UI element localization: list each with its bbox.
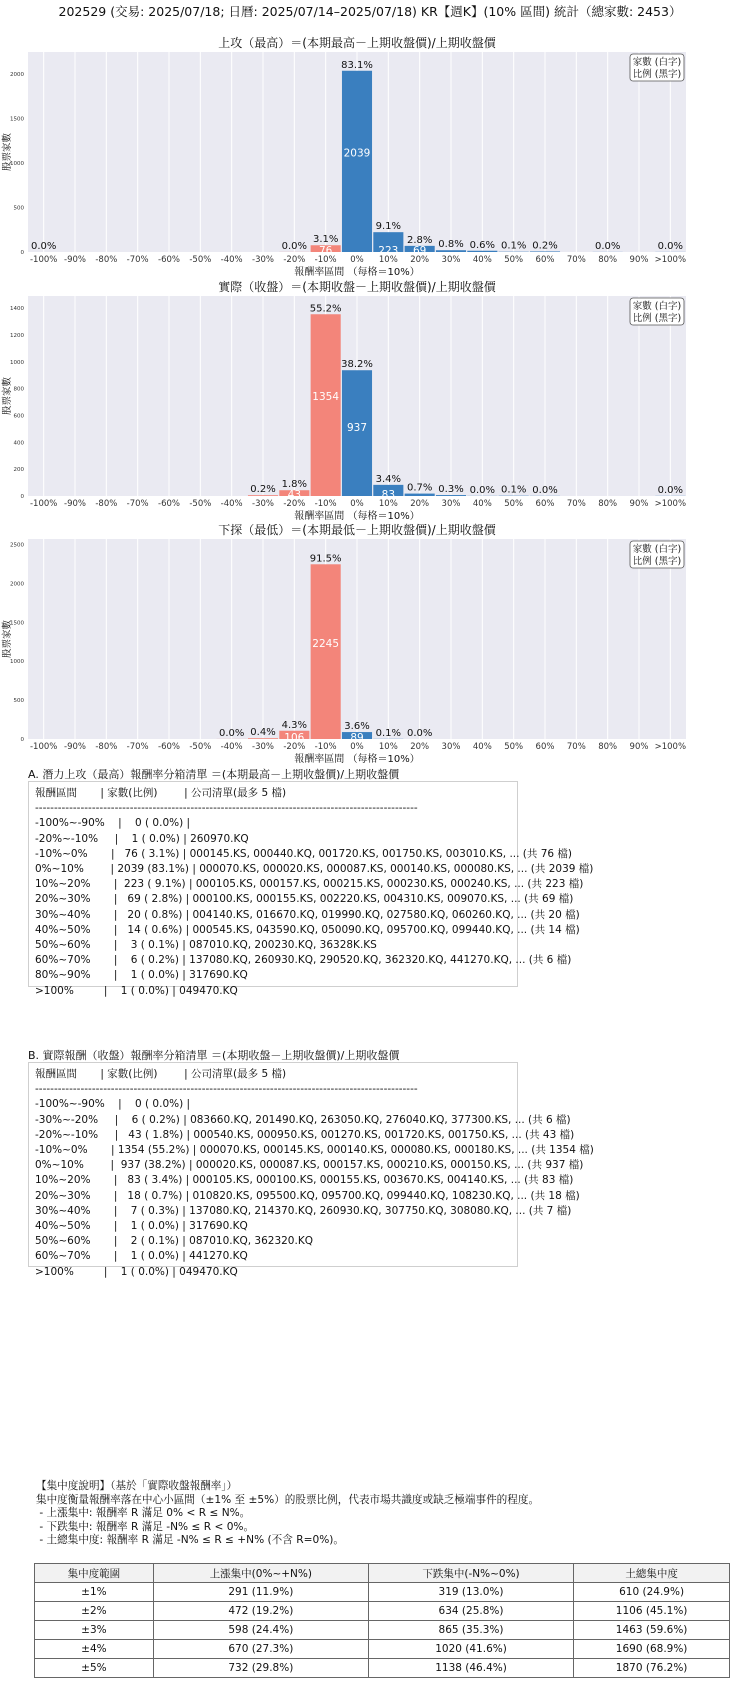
table-cell: 732 (29.8%) xyxy=(153,1659,368,1678)
panel-a xyxy=(28,781,594,997)
y-tick-label: 1500 xyxy=(10,116,24,123)
legend-line: 家數 (白字) xyxy=(632,544,682,555)
bar-pct-label: 0.0% xyxy=(218,727,245,739)
table-cell: 598 (24.4%) xyxy=(153,1621,368,1640)
x-tick-label: -10% xyxy=(314,742,337,752)
table-cell: 472 (19.2%) xyxy=(153,1602,368,1621)
legend-line: 比例 (黑字) xyxy=(632,313,682,324)
x-tick-label: 70% xyxy=(566,255,586,265)
x-tick-label: -20% xyxy=(283,499,306,509)
x-tick-label: >100% xyxy=(654,255,687,265)
table-cell: ±2% xyxy=(35,1602,154,1621)
bar xyxy=(311,314,341,496)
bar xyxy=(311,564,341,739)
table-cell: 610 (24.9%) xyxy=(574,1583,730,1602)
panel-b xyxy=(28,1062,594,1278)
x-tick-label: -50% xyxy=(189,255,212,265)
table-cell: 1870 (76.2%) xyxy=(574,1659,730,1678)
bar-pct-label: 83.1% xyxy=(341,59,373,71)
y-axis-label: 股票家數 xyxy=(2,132,13,172)
table-cell: 865 (35.3%) xyxy=(368,1621,573,1640)
x-tick-label: 0% xyxy=(350,742,364,752)
chart-svg xyxy=(0,280,740,524)
y-tick-label: 2000 xyxy=(10,581,24,588)
bar xyxy=(248,738,278,739)
x-tick-label: 20% xyxy=(410,742,430,752)
bar-pct-label: 0.3% xyxy=(438,484,464,496)
bar-pct-label: 0.8% xyxy=(438,239,464,251)
x-tick-label: 70% xyxy=(566,499,586,509)
bar-pct-label: 4.3% xyxy=(281,719,308,731)
x-tick-label: -70% xyxy=(126,255,149,265)
bar-count-label: 89 xyxy=(350,732,364,744)
bar-pct-label: 0.1% xyxy=(500,240,527,252)
note-line: 【集中度說明】（基於「實際收盤報酬率」） xyxy=(36,1480,238,1492)
x-tick-label: 90% xyxy=(629,742,649,752)
table-row xyxy=(35,1602,730,1621)
y-tick-label: 0 xyxy=(20,494,24,500)
y-tick-label: 200 xyxy=(13,467,24,474)
x-tick-label: -30% xyxy=(252,742,274,752)
x-tick-label: -90% xyxy=(64,499,86,509)
bar-pct-label: 2.8% xyxy=(406,234,433,246)
table-header: 集中度範圍 xyxy=(35,1564,154,1583)
x-tick-label: -90% xyxy=(64,742,86,752)
bar xyxy=(530,251,560,252)
bar-pct-label: 3.6% xyxy=(344,721,370,733)
y-tick-label: 500 xyxy=(13,698,24,705)
panel-b-title: B. 實際報酬（收盤）報酬率分箱清單 ＝(本期收盤－上期收盤價)/上期收盤價 xyxy=(28,1049,400,1062)
table-cell: 1690 (68.9%) xyxy=(574,1640,730,1659)
panel-a-title: A. 潛力上攻（最高）報酬率分箱清單 ＝(本期最高－上期收盤價)/上期收盤價 xyxy=(28,768,400,781)
x-tick-label: 90% xyxy=(629,499,649,509)
x-tick-label: -50% xyxy=(189,499,212,509)
x-tick-label: -60% xyxy=(158,742,180,752)
x-tick-label: -80% xyxy=(95,499,118,509)
table-cell: 1106 (45.1%) xyxy=(574,1602,730,1621)
y-tick-label: 1400 xyxy=(10,306,24,313)
table-row xyxy=(35,1659,730,1678)
x-tick-label: -90% xyxy=(64,255,86,265)
bar-pct-label: 3.4% xyxy=(375,473,402,485)
x-tick-label: -40% xyxy=(220,499,243,509)
x-tick-label: -20% xyxy=(283,742,306,752)
table-cell: 670 (27.3%) xyxy=(153,1640,368,1659)
bar-pct-label: 3.1% xyxy=(312,234,339,246)
x-tick-label: -100% xyxy=(29,499,58,509)
x-tick-label: -60% xyxy=(158,499,180,509)
chart-upper-attack xyxy=(0,36,740,280)
y-tick-label: 400 xyxy=(13,440,24,447)
legend-line: 家數 (白字) xyxy=(632,57,682,68)
bar-pct-label: 9.1% xyxy=(375,221,402,233)
bar-count-label: 83 xyxy=(381,489,396,501)
x-tick-label: 30% xyxy=(441,742,461,752)
legend-line: 家數 (白字) xyxy=(632,301,682,312)
bar-count-label: 43 xyxy=(287,489,302,501)
bar-pct-label: 0.0% xyxy=(532,484,558,496)
table-cell: ±4% xyxy=(35,1640,154,1659)
table-cell: 1463 (59.6%) xyxy=(574,1621,730,1640)
x-tick-label: 40% xyxy=(472,255,492,265)
bar-pct-label: 0.4% xyxy=(250,727,276,739)
bar-pct-label: 0.1% xyxy=(375,727,402,739)
y-tick-label: 1500 xyxy=(10,620,24,627)
bar xyxy=(405,494,435,496)
table-header-row xyxy=(35,1564,730,1583)
y-tick-label: 1000 xyxy=(10,359,24,366)
table-header: 下跌集中(-N%~0%) xyxy=(368,1564,573,1583)
bar-count-label: 76 xyxy=(318,245,333,257)
bar-pct-label: 0.2% xyxy=(532,240,558,252)
x-tick-label: 20% xyxy=(410,255,430,265)
chart-actual-close xyxy=(0,280,740,524)
x-tick-label: 20% xyxy=(410,499,430,509)
page-title: 202529 (交易: 2025/07/18; 日曆: 2025/07/14–2025/07/18) KR【週K】(10% 區間) 統計（總家數: 2453） xyxy=(58,4,682,19)
table-cell: 634 (25.8%) xyxy=(368,1602,573,1621)
chart-title: 上攻（最高）＝(本期最高－上期收盤價)/上期收盤價 xyxy=(218,36,496,50)
bar-pct-label: 0.0% xyxy=(594,240,621,252)
x-tick-label: 50% xyxy=(504,742,524,752)
bar-pct-label: 1.8% xyxy=(281,479,308,491)
x-tick-label: 0% xyxy=(350,255,364,265)
x-tick-label: -10% xyxy=(314,255,337,265)
x-tick-label: -60% xyxy=(158,255,180,265)
x-tick-label: -100% xyxy=(29,742,58,752)
bar-pct-label: 91.5% xyxy=(309,553,342,565)
x-tick-label: -40% xyxy=(220,255,243,265)
bar-pct-label: 0.2% xyxy=(250,484,276,496)
note-line: - 上漲集中: 報酬率 R 滿足 0% < R ≤ N%。 xyxy=(36,1507,251,1519)
legend-line: 比例 (黑字) xyxy=(632,556,682,567)
concentration-notes xyxy=(36,1480,539,1548)
y-tick-label: 800 xyxy=(13,386,24,393)
x-tick-label: -70% xyxy=(126,499,149,509)
x-axis-label: 報酬率區間 （每格＝10%） xyxy=(294,511,420,522)
table-row xyxy=(35,1640,730,1659)
bar-count-label: 2039 xyxy=(343,147,371,160)
x-tick-label: 50% xyxy=(504,499,524,509)
x-tick-label: 60% xyxy=(535,255,555,265)
x-tick-label: 80% xyxy=(598,742,618,752)
x-tick-label: -80% xyxy=(95,255,118,265)
x-tick-label: 40% xyxy=(472,499,492,509)
bar-pct-label: 0.7% xyxy=(406,482,433,494)
x-tick-label: 30% xyxy=(441,499,461,509)
x-tick-label: 30% xyxy=(441,255,461,265)
x-tick-label: -10% xyxy=(314,499,337,509)
chart-title: 實際（收盤）＝(本期收盤－上期收盤價)/上期收盤價 xyxy=(218,280,496,294)
bar-count-label: 937 xyxy=(346,421,368,434)
bar-pct-label: 0.0% xyxy=(657,484,684,496)
bar-pct-label: 38.2% xyxy=(341,359,373,371)
panel-a-list: 報酬區間 | 家數(比例) | 公司清單(最多 5 檔) ----------------------------------------------------------------------------------------------------- -100%~-90% | 0 ( 0.0%) | -20%~-10% | 1 ( 0.0%) | 260970.KQ -10%~0% | 76 ( 3.1%) | 000145.KS, 000440.KQ, 001720.KS, 001750.KS, 003010.KS, ... (共 76 檔) 0%~10% | 2039 (83.1%) | 000070.KS, 000020.KS, 000087.KS, 000140.KS, 000080.KS, ... (共 2039 檔) 10%~20% | 223 ( 9.1%) | 000105.KS, 000157.KS, 000215.KS, 000230.KS, 000240.KS, ... (共 223 檔) 20%~30% | 69 ( 2.8%) | 000100.KS, 000155.KS, 002220.KS, 004310.KS, 009070.KS, ... (共 69 檔) 30%~40% | 20 ( 0.8%) | 004140.KS, 016670.KQ, 019990.KQ, 027580.KQ, 060260.KQ, ... (共 20 檔) 40%~50% | 14 ( 0.6%) | 000545.KS, 043590.KQ, 050090.KQ, 095700.KQ, 099440.KQ, ... (共 14 檔) 50%~60% | 3 ( 0.1%) | 087010.KQ, 200230.KQ, 36328K.KS 60%~70% | 6 ( 0.2%) | 137080.KQ, 260930.KQ, 290520.KQ, 362320.KQ, 441270.KQ, ... (共 6 檔) 80%~90% | 1 ( 0.0%) | 317690.KQ >100% | 1 ( 0.0%) | 049470.KQ xyxy=(35,787,594,997)
bar-pct-label: 55.2% xyxy=(309,303,342,315)
bar-pct-label: 0.0% xyxy=(406,728,433,739)
x-tick-label: -50% xyxy=(189,742,212,752)
y-tick-label: 2000 xyxy=(10,72,24,79)
bar xyxy=(436,495,466,496)
y-tick-label: 0 xyxy=(20,737,24,743)
y-tick-label: 500 xyxy=(13,205,24,212)
x-tick-label: 80% xyxy=(598,499,618,509)
chart-title: 下探（最低）＝(本期最低－上期收盤價)/上期收盤價 xyxy=(218,523,496,537)
x-tick-label: 10% xyxy=(378,499,398,509)
concentration-table xyxy=(34,1563,730,1678)
bar-pct-label: 0.0% xyxy=(657,240,684,252)
bar-count-label: 2245 xyxy=(312,637,340,650)
table-cell: ±1% xyxy=(35,1583,154,1602)
bar xyxy=(436,250,466,252)
note-line: - 土總集中度: 報酬率 R 滿足 -N% ≤ R ≤ +N% (不含 R=0%)。 xyxy=(36,1534,344,1546)
y-axis-label: 股票家數 xyxy=(2,376,13,416)
bar-pct-label: 0.0% xyxy=(469,484,496,496)
chart-lower-probe xyxy=(0,523,740,767)
y-tick-label: 1000 xyxy=(10,161,24,168)
x-tick-label: -70% xyxy=(126,742,149,752)
note-line: 集中度衡量報酬率落在中心小區間（±1% 至 ±5%）的股票比例，代表市場共識度或缺乏極端事件的程度。 xyxy=(36,1493,540,1506)
y-tick-label: 1200 xyxy=(10,332,24,339)
x-tick-label: 70% xyxy=(566,742,586,752)
x-tick-label: 90% xyxy=(629,255,649,265)
x-tick-label: -80% xyxy=(95,742,118,752)
table-row xyxy=(35,1583,730,1602)
table-cell: 319 (13.0%) xyxy=(368,1583,573,1602)
x-tick-label: -20% xyxy=(283,255,306,265)
table-row xyxy=(35,1621,730,1640)
x-tick-label: -30% xyxy=(252,499,274,509)
bar-count-label: 1354 xyxy=(312,391,340,404)
x-tick-label: >100% xyxy=(654,742,687,752)
x-tick-label: 40% xyxy=(472,742,492,752)
table-header: 土總集中度 xyxy=(574,1564,730,1583)
bar-count-label: 223 xyxy=(378,245,399,257)
bar-pct-label: 0.6% xyxy=(469,239,496,251)
chart-svg xyxy=(0,36,740,280)
bar-count-label: 69 xyxy=(412,245,427,257)
bar xyxy=(467,251,497,252)
table-cell: 1138 (46.4%) xyxy=(368,1659,573,1678)
x-axis-label: 報酬率區間 （每格＝10%） xyxy=(294,267,420,278)
y-tick-label: 600 xyxy=(13,413,24,420)
bar xyxy=(342,71,372,252)
x-tick-label: 80% xyxy=(598,255,618,265)
bar-pct-label: 0.0% xyxy=(30,241,57,252)
bar xyxy=(248,495,278,496)
panel-b-list: 報酬區間 | 家數(比例) | 公司清單(最多 5 檔) ----------------------------------------------------------------------------------------------------- -100%~-90% | 0 ( 0.0%) | -30%~-20% | 6 ( 0.2%) | 083660.KQ, 201490.KQ, 263050.KQ, 276040.KQ, 377300.KS, ... (共 6 檔) -20%~-10% | 43 ( 1.8%) | 000540.KS, 000950.KS, 001270.KS, 001720.KS, 001750.KS, ... (共 43 檔) -10%~0% | 1354 (55.2%) | 000070.KS, 000145.KS, 000140.KS, 000080.KS, 000180.KS, ... (共 1354 檔) 0%~10% | 937 (38.2%) | 000020.KS, 000087.KS, 000157.KS, 000210.KS, 000150.KS, ... (共 937 檔) 10%~20% | 83 ( 3.4%) | 000105.KS, 000100.KS, 000155.KS, 003670.KS, 004140.KS, ... (共 83 檔) 20%~30% | 18 ( 0.7%) | 010820.KS, 095500.KQ, 095700.KQ, 099440.KQ, 108230.KQ, ... (共 18 檔) 30%~40% | 7 ( 0.3%) | 137080.KQ, 214370.KQ, 260930.KQ, 307750.KQ, 308080.KQ, ... (共 7 檔) 40%~50% | 1 ( 0.0%) | 317690.KQ 50%~60% | 2 ( 0.1%) | 087010.KQ, 362320.KQ 60%~70% | 1 ( 0.0%) | 441270.KQ >100% | 1 ( 0.0%) | 049470.KQ xyxy=(35,1068,594,1278)
bar-count-label: 106 xyxy=(284,732,305,744)
chart-svg xyxy=(0,523,740,767)
x-tick-label: -40% xyxy=(220,742,243,752)
table-cell: 291 (11.9%) xyxy=(153,1583,368,1602)
x-tick-label: >100% xyxy=(654,499,687,509)
x-tick-label: 60% xyxy=(535,499,555,509)
bar-pct-label: 0.1% xyxy=(500,484,527,496)
y-tick-label: 1000 xyxy=(10,659,24,666)
x-tick-label: 60% xyxy=(535,742,555,752)
x-tick-label: -30% xyxy=(252,255,274,265)
table-cell: ±5% xyxy=(35,1659,154,1678)
x-tick-label: 10% xyxy=(378,255,398,265)
x-tick-label: 50% xyxy=(504,255,524,265)
x-tick-label: 10% xyxy=(378,742,398,752)
x-tick-label: 0% xyxy=(350,499,364,509)
note-line: - 下跌集中: 報酬率 R 滿足 -N% ≤ R < 0%。 xyxy=(36,1520,255,1533)
legend-line: 比例 (黑字) xyxy=(632,69,682,80)
table-cell: 1020 (41.6%) xyxy=(368,1640,573,1659)
y-tick-label: 2500 xyxy=(10,542,24,549)
y-tick-label: 0 xyxy=(20,250,24,256)
x-tick-label: -100% xyxy=(29,255,58,265)
y-axis-label: 股票家數 xyxy=(2,619,13,659)
table-header: 上漲集中(0%~+N%) xyxy=(153,1564,368,1583)
x-axis-label: 報酬率區間 （每格＝10%） xyxy=(294,754,420,765)
table-cell: ±3% xyxy=(35,1621,154,1640)
bar-pct-label: 0.0% xyxy=(281,240,308,252)
